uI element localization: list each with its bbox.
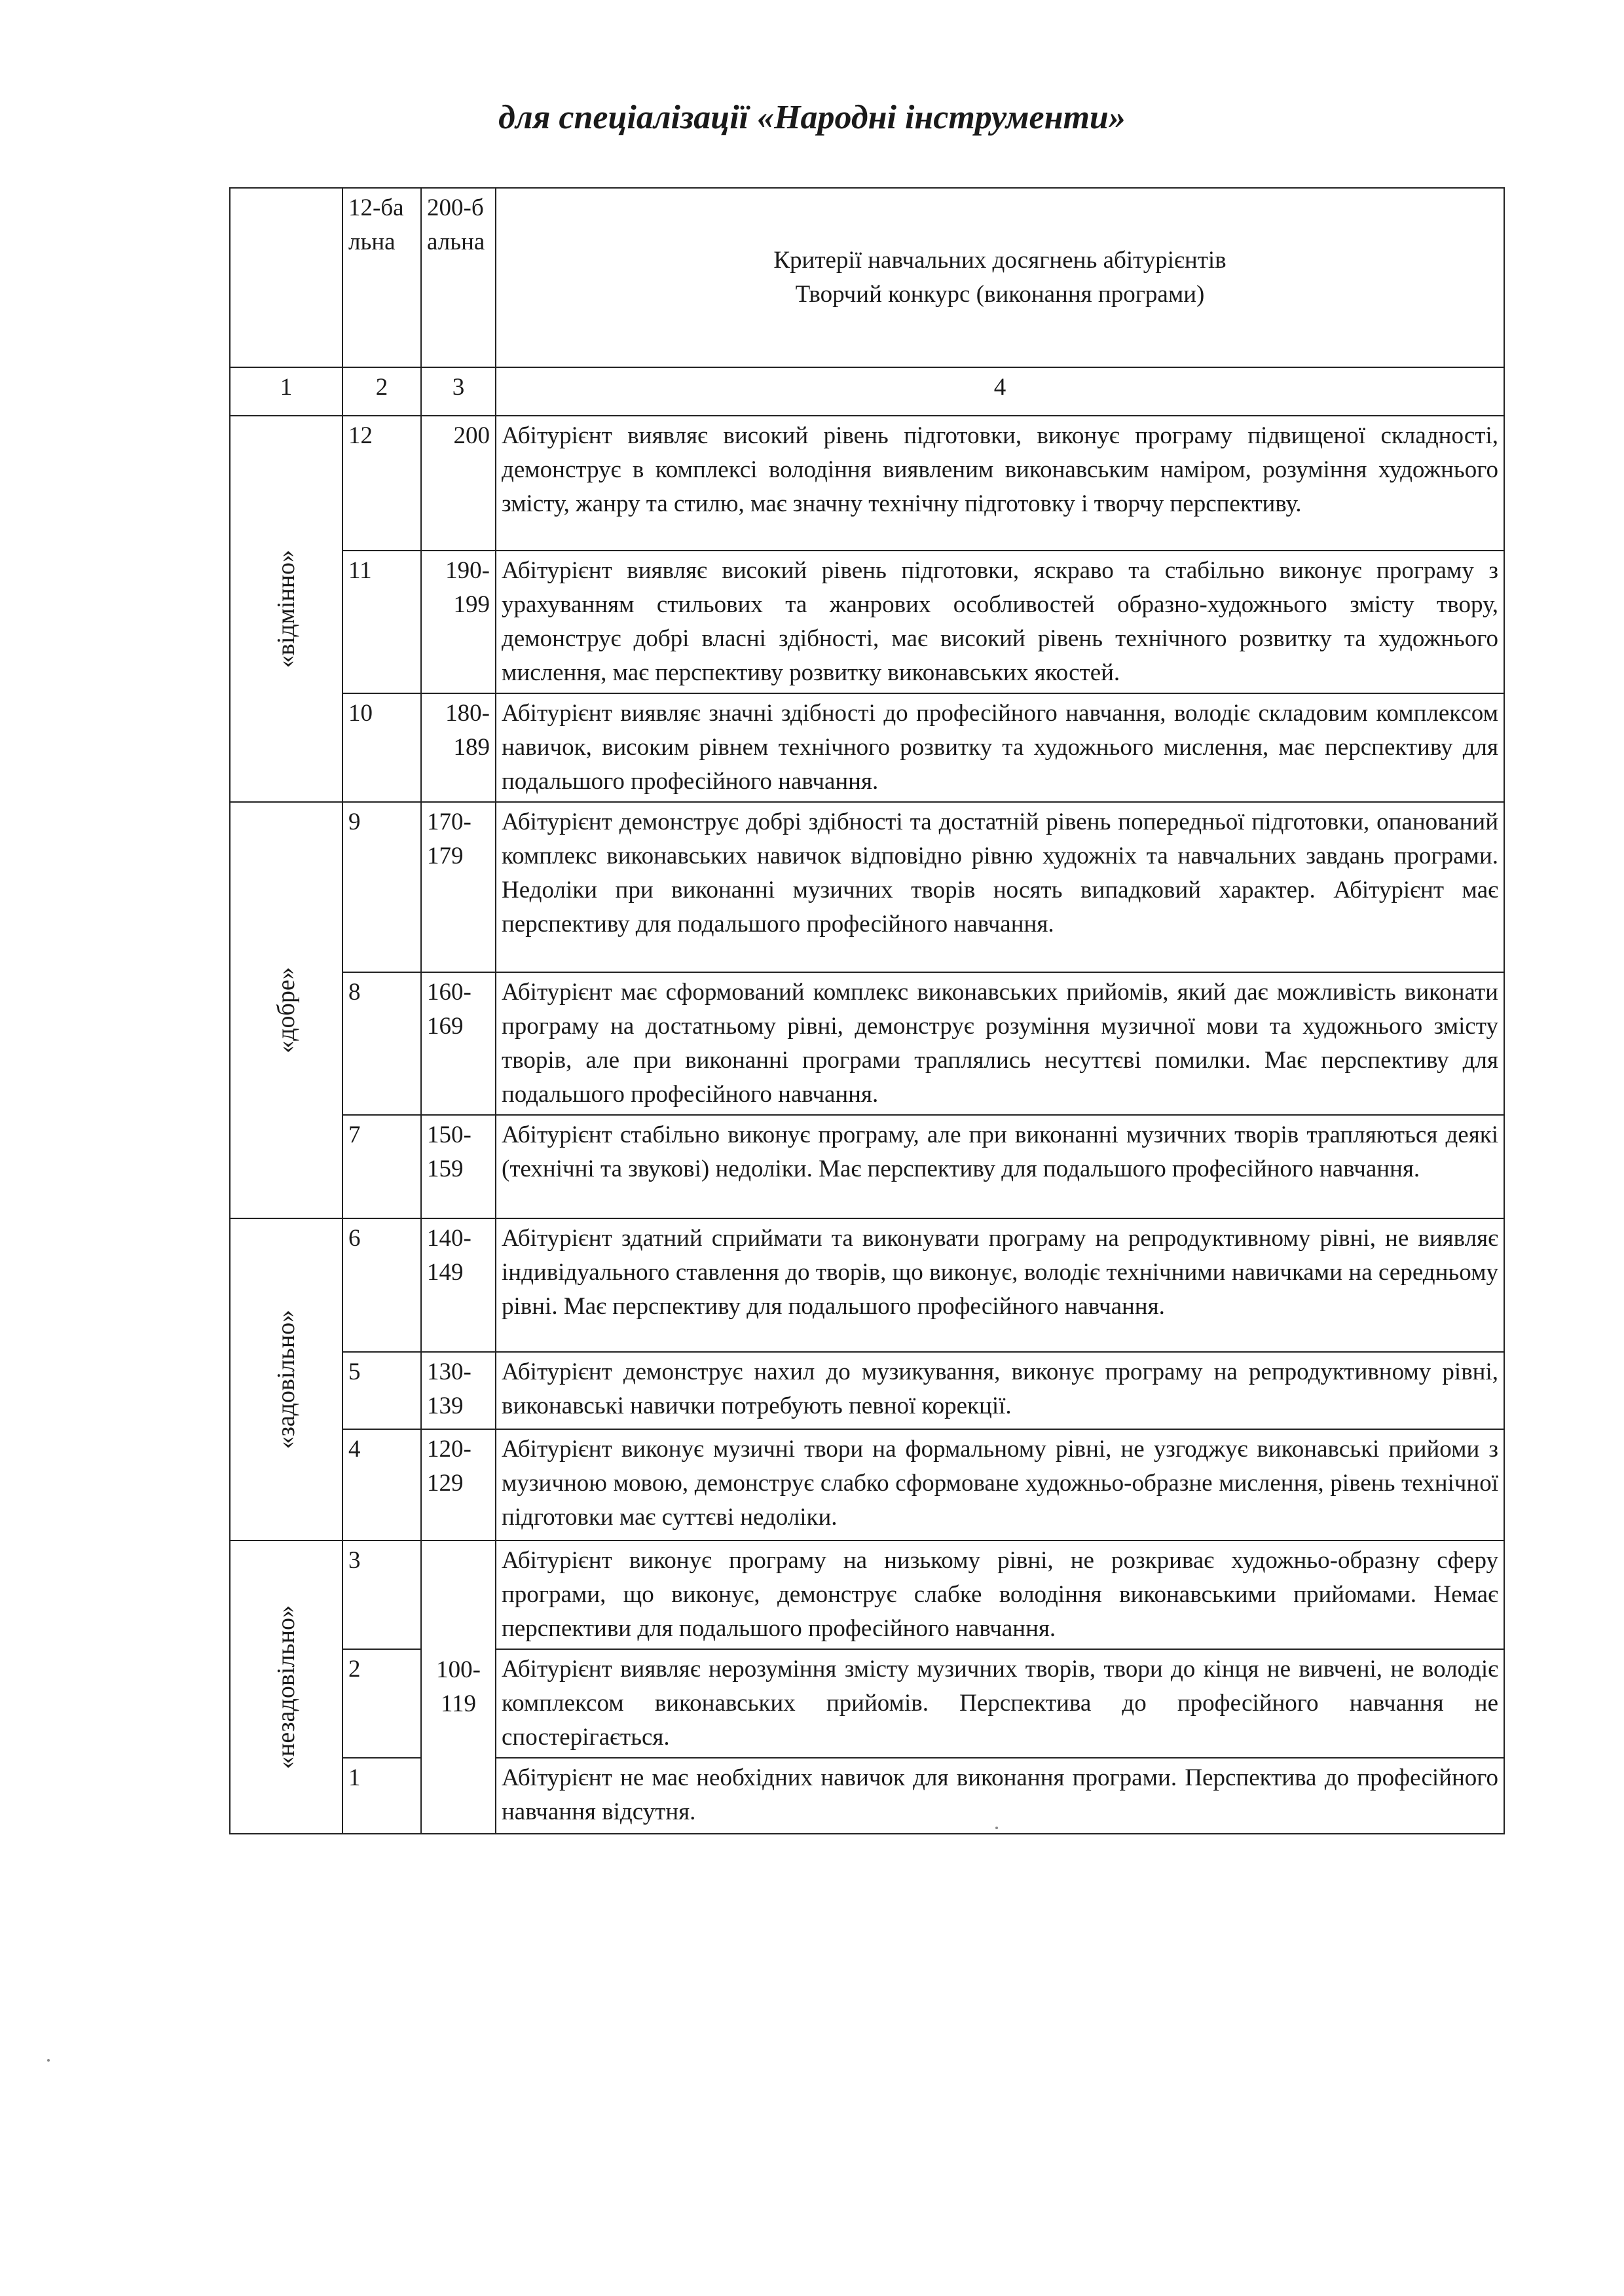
score-200: 100-119 — [421, 1540, 496, 1834]
table-row — [230, 693, 1504, 802]
criteria-text: Абітурієнт виявляє нерозуміння змісту музичних творів, твори до кінця не вивчені, не володіє комплексом виконавських прийомів. Перспектива до професійного навчання не спостерігається. — [496, 1649, 1504, 1758]
score-12: 3 — [342, 1540, 421, 1649]
table-row — [230, 1352, 1504, 1429]
criteria-text: Абітурієнт демонструє нахил до музикування, виконує програму на репродуктивному рівні, виконавські навички потребують певної корекції. — [496, 1352, 1504, 1429]
score-12: 1 — [342, 1758, 421, 1834]
level-cell-good — [230, 802, 342, 1218]
level-cell-satisfactory — [230, 1218, 342, 1540]
criteria-title-line-2: Творчий конкурс (виконання програми) — [795, 281, 1205, 308]
level-cell-excellent — [230, 416, 342, 802]
criteria-text: Абітурієнт виконує музичні твори на формальному рівні, не узгоджує виконавські прийоми з музичною мовою, демонструє слабко сформоване художньо-образне мислення, рівень технічної підготовки має суттєві недоліки. — [496, 1429, 1504, 1540]
criteria-text: Абітурієнт має сформований комплекс виконавських прийомів, який дає можливість виконати програму на достатньому рівні, демонструє розуміння музичної мови та художнього змісту творів, але при виконанні програми траплялись несуттєві помилки. Має перспективу для подальшого професійного навчання. — [496, 972, 1504, 1115]
scan-speck — [995, 1827, 998, 1829]
header-cell-12-scale: 12-бальна — [342, 188, 421, 367]
score-12: 2 — [342, 1649, 421, 1758]
header-cell-200-scale: 200-бальна — [421, 188, 496, 367]
score-200: 160-169 — [421, 972, 496, 1115]
level-label: «відмінно» — [272, 549, 300, 668]
score-200: 170-179 — [421, 802, 496, 972]
column-number-row — [230, 367, 1504, 416]
score-200: 180-189 — [421, 693, 496, 802]
score-12: 6 — [342, 1218, 421, 1352]
header-cell-level — [230, 188, 342, 367]
table-row — [230, 1429, 1504, 1540]
table-row — [230, 1758, 1504, 1834]
score-12: 12 — [342, 416, 421, 551]
score-12: 8 — [342, 972, 421, 1115]
column-number: 1 — [230, 367, 342, 416]
table-row — [230, 1540, 1504, 1649]
criteria-table — [229, 187, 1505, 1834]
criteria-text: Абітурієнт демонструє добрі здібності та достатній рівень попередньої підготовки, опанований комплекс виконавських навичок відповідно рівню художніх та навчальних завдань програми. Недоліки при виконанні музичних творів носять випадковий характер. Абітурієнт має перспективу для подальшого професійного навчання. — [496, 802, 1504, 972]
level-cell-unsatisfactory — [230, 1540, 342, 1834]
scan-speck — [47, 2059, 50, 2062]
header-cell-criteria — [496, 188, 1504, 367]
criteria-text: Абітурієнт не має необхідних навичок для виконання програми. Перспектива до професійного навчання відсутня. — [496, 1758, 1504, 1834]
score-12: 10 — [342, 693, 421, 802]
column-number: 4 — [496, 367, 1504, 416]
column-number: 2 — [342, 367, 421, 416]
criteria-text: Абітурієнт виявляє високий рівень підготовки, виконує програму підвищеної складності, демонструє в комплексі володіння виявленим виконавським наміром, розуміння художнього змісту, жанру та стилю, має значну технічну підготовку і творчу перспективу. — [496, 416, 1504, 551]
criteria-text: Абітурієнт виявляє високий рівень підготовки, яскраво та стабільно виконує програму з урахуванням стильових та жанрових особливостей образно-художнього змісту твору, демонструє добрі власні здібності, має високий рівень технічного розвитку та художнього мислення, має перспективу розвитку виконавських якостей. — [496, 551, 1504, 693]
table-row — [230, 802, 1504, 972]
criteria-text: Абітурієнт виявляє значні здібності до професійного навчання, володіє складовим комплексом навичок, високим рівнем технічного розвитку та художнього мислення, має перспективу для подальшого професійного навчання. — [496, 693, 1504, 802]
score-12: 5 — [342, 1352, 421, 1429]
table-row — [230, 1115, 1504, 1218]
score-12: 9 — [342, 802, 421, 972]
table-row — [230, 551, 1504, 693]
table-row — [230, 416, 1504, 551]
criteria-title-line-1: Критерії навчальних досягнень абітурієнтів — [773, 247, 1227, 274]
score-200: 140-149 — [421, 1218, 496, 1352]
criteria-text: Абітурієнт виконує програму на низькому рівні, не розкриває художньо-образну сферу програми, що виконує, демонструє слабке володіння виконавськими прийомами. Немає перспективи для подальшого професійного навчання. — [496, 1540, 1504, 1649]
criteria-text: Абітурієнт стабільно виконує програму, але при виконанні музичних творів трапляються деякі (технічні та звукові) недоліки. Має перспективу для подальшого професійного навчання. — [496, 1115, 1504, 1218]
score-200: 130-139 — [421, 1352, 496, 1429]
level-label: «добре» — [272, 967, 300, 1053]
score-12: 11 — [342, 551, 421, 693]
score-200: 150-159 — [421, 1115, 496, 1218]
table-row — [230, 1649, 1504, 1758]
score-200: 120-129 — [421, 1429, 496, 1540]
score-12: 4 — [342, 1429, 421, 1540]
header-row — [230, 188, 1504, 367]
table-row — [230, 972, 1504, 1115]
criteria-text: Абітурієнт здатний сприймати та виконувати програму на репродуктивному рівні, не виявляє індивідуального ставлення до творів, що виконує, володіє технічними навичками на середньому рівні. Має перспективу для подальшого професійного навчання. — [496, 1218, 1504, 1352]
score-200: 190-199 — [421, 551, 496, 693]
score-12: 7 — [342, 1115, 421, 1218]
document-title: для спеціалізації «Народні інструменти» — [498, 99, 1126, 136]
table-row — [230, 1218, 1504, 1352]
column-number: 3 — [421, 367, 496, 416]
score-200: 200 — [421, 416, 496, 551]
level-label: «задовільно» — [272, 1309, 300, 1449]
level-label: «незадовільно» — [272, 1605, 300, 1770]
